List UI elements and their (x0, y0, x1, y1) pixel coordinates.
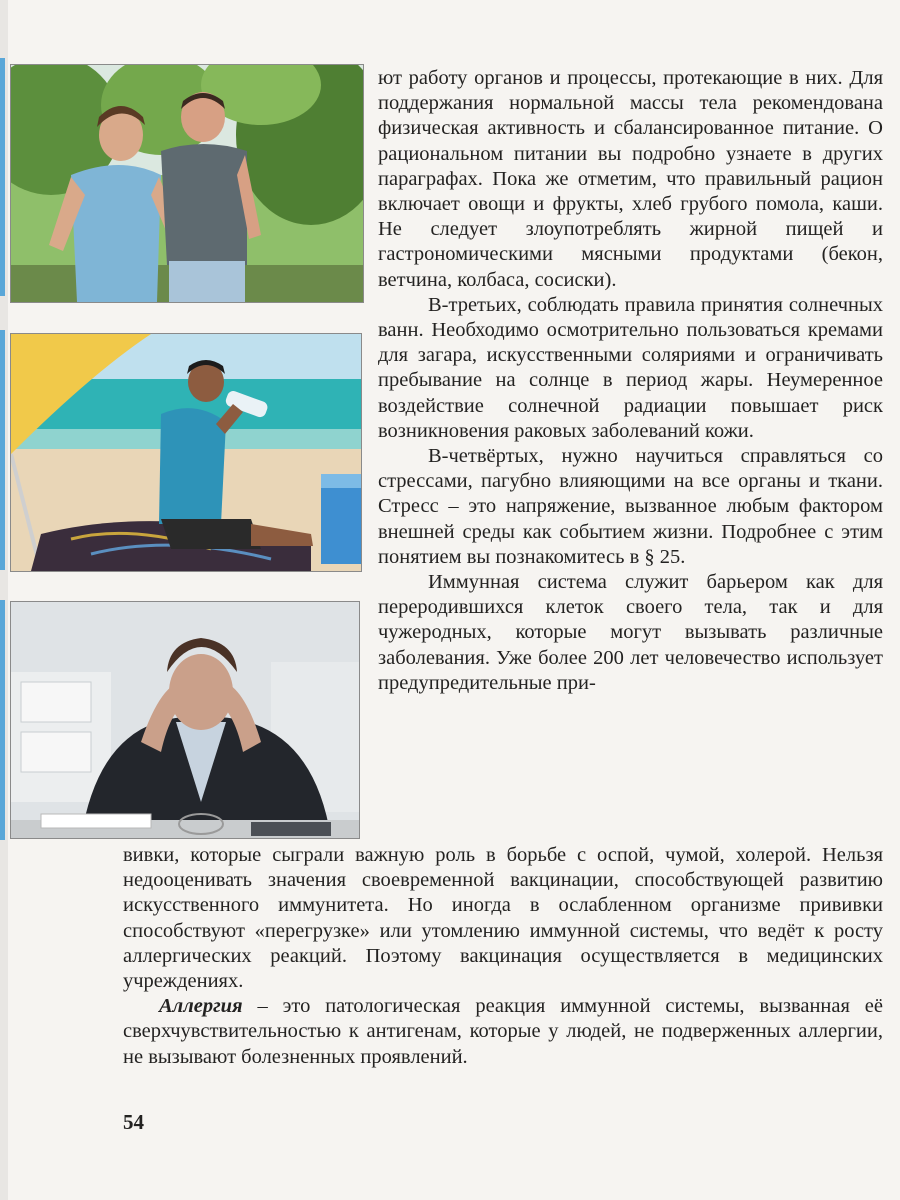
beach-man-photo (10, 333, 362, 572)
jogging-couple-photo (10, 64, 364, 303)
paragraph-allergy (123, 994, 883, 1070)
allergy-definition: – это патологическая реакция иммунной системы, вызванная её сверхчувствительностью к антигенам, которые у людей, не подверженных аллергии, не вызывают болезненных проявлений. (123, 995, 883, 1068)
accent-strip-bottom (0, 600, 5, 840)
paragraph-healthy-weight: ют работу органов и процессы, протекающие в них. Для поддержания нормальной массы тела рекомендована физическая активность и сбалансированное питание. О рациональном питании вы подробно узнаете в других параграфах. Пока же отметим, что правильный рацион включает овощи и фрукты, хлеб грубого помола, каши. Не следует злоупотреблять жирной пищей и гастрономическими мясными продуктами (бекон, ветчина, колбаса, сосиски). (378, 67, 883, 291)
page-number: 54 (123, 1110, 144, 1134)
paragraph-sunbathing: В-третьих, соблюдать правила принятия солнечных ванн. Необходимо осмотрительно пользоваться кремами для загара, искусственными соляриями и ограничивать пребывание на солнце в период жары. Неумеренное воздействие солнечной радиации повышает риск возникновения раковых заболеваний кожи. (378, 293, 883, 442)
paragraph-immune-system: Иммунная система служит барьером как для переродившихся клеток своего тела, так и для чужеродных, которые могут вызывать различные заболевания. Уже более 200 лет человечество использует предупредительные при- (378, 571, 883, 694)
accent-strip-middle (0, 330, 5, 570)
paragraph-stress: В-четвёртых, нужно научиться справляться со стрессами, пагубно влияющими на все органы и ткани. Стресс – это напряжение, вызванное любым фактором внешней среды как событием жизни. Подробнее с этим понятием вы познакомитесь в § 25. (378, 445, 883, 568)
column-text (378, 66, 883, 696)
stressed-man-photo (10, 601, 360, 839)
allergy-term: Аллергия (159, 995, 243, 1018)
paragraph-vaccination: вивки, которые сыграли важную роль в борьбе с оспой, чумой, холерой. Нельзя недооценивать значения своевременной вакцинации, способствующей развитию искусственного иммунитета. Но иногда в ослабленном организме прививки способствуют «перегрузке» или утомлению иммунной системы, что ведёт к росту аллергических реакций. Поэтому вакцинация осуществляется в медицинских учреждениях. (123, 844, 883, 993)
accent-strip-top (0, 58, 5, 296)
full-width-text (123, 843, 883, 1070)
